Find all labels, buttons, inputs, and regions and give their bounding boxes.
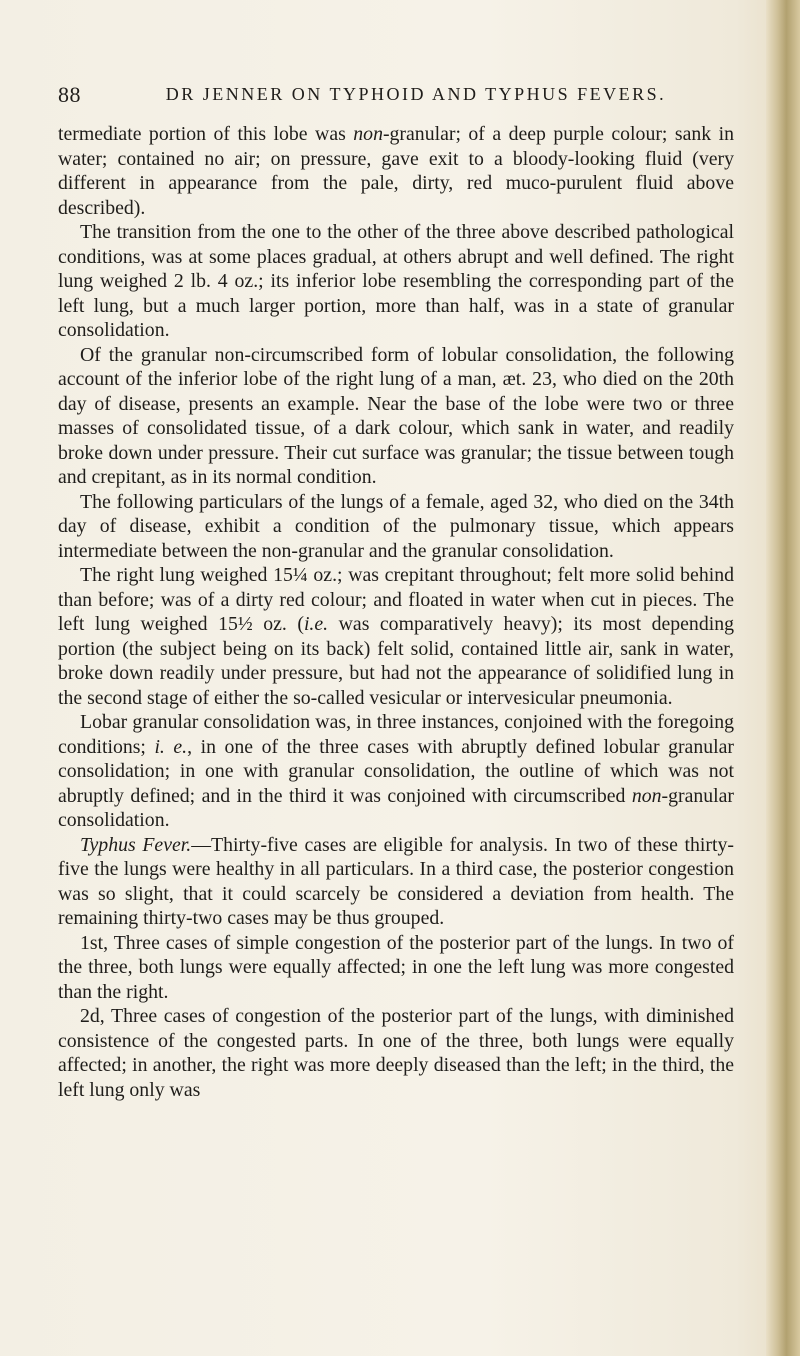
page-number: 88: [58, 82, 81, 107]
paragraph: Lobar granular consolidation was, in three instances, conjoined with the foregoing conditions; i. e., in one of the three cases with abruptly defined lobular granular consolidation; in one with granular consolidation, the outline of which was not abruptly defined; and in the third it was conjoined with circumscribed non-granular consolidation.: [58, 711, 734, 831]
section-heading: Typhus Fever.: [80, 833, 192, 856]
paragraph: 1st, Three cases of simple congestion of the posterior part of the lungs. In two of the three, both lungs were equally affected; in one the left lung was more congested than the right.: [58, 931, 734, 1003]
paragraph: 2d, Three cases of congestion of the posterior part of the lungs, with diminished consistence of the congested parts. In one of the three, both lungs were equally affected; in another, the right was more deeply diseased than the left; in the third, the left lung only was: [58, 1005, 734, 1101]
paragraph: Of the granular non-circumscribed form of lobular consolidation, the following account of the inferior lobe of the right lung of a man, æt. 23, who died on the 20th day of disease, presents an example. Near the base of the lobe were two or three masses of consolidated tissue, of a dark colour, which sank in water, and readily broke down under pressure. Their cut surface was granular; the tissue between tough and crepitant, as in its normal condition.: [58, 343, 734, 488]
paragraph: The right lung weighed 15¼ oz.; was crepitant throughout; felt more solid behind than before; was of a dirty red colour; and floated in water when cut in pieces. The left lung weighed 15½ oz. (i.e. was comparatively heavy); its most depending portion (the subject being on its back) felt solid, contained little air, sank in water, broke down readily under pressure, but had not the appearance of solidified lung in the second stage of either the so-called vesicular or intervesicular pneumonia.: [58, 564, 734, 709]
body-text: [58, 122, 734, 1102]
running-head: DR JENNER ON TYPHOID AND TYPHUS FEVERS.: [165, 84, 667, 104]
paragraph: The following particulars of the lungs of a female, aged 32, who died on the 34th day of disease, exhibit a condition of the pulmonary tissue, which appears intermediate between the non-granular and the granular consolidation.: [58, 490, 734, 562]
paragraph: Typhus Fever.—Thirty-five cases are eligible for analysis. In two of these thirty-five the lungs were healthy in all particulars. In a third case, the posterior congestion was so slight, that it could scarcely be considered a deviation from health. The remaining thirty-two cases may be thus grouped.: [58, 833, 734, 929]
paragraph: The transition from the one to the other of the three above described pathological conditions, was at some places gradual, at others abrupt and well defined. The right lung weighed 2 lb. 4 oz.; its inferior lobe resembling the corresponding part of the left lung, but a much larger portion, more than half, was in a state of granular consolidation.: [58, 221, 734, 341]
paragraph: termediate portion of this lobe was non-granular; of a deep purple colour; sank in water; contained no air; on pressure, gave exit to a bloody-looking fluid (very different in appearance from the pale, dirty, red muco-purulent fluid above described).: [58, 123, 734, 219]
page-header: [0, 82, 800, 112]
page-edge: [766, 0, 800, 1356]
